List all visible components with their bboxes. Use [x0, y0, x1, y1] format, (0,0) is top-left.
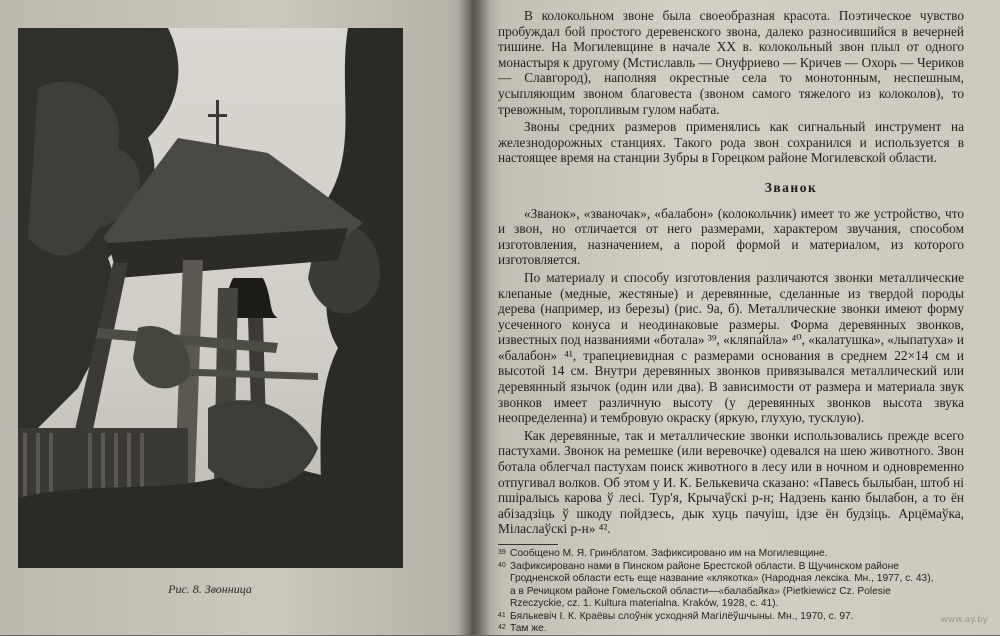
- figure-caption: Рис. 8. Звонница: [168, 582, 252, 596]
- belfry-photograph: [18, 28, 403, 568]
- belfry-image: [18, 28, 403, 568]
- footnote-text: Зафиксировано нами в Пинском районе Брестской области. В Щучинском районе Гродненской области есть еще название «клякотка» (Народная лексіка. Мн., 1977, с. 43), а в Речицком районе Гомельской области—«балабайка» (Pietkiewicz Cz. Polesie Rzeczyckie, cz. 1. Kultura materialna. Kraków, 1928, с. 41).: [510, 560, 934, 609]
- left-page: [0, 0, 490, 635]
- book-gutter: [458, 0, 490, 635]
- footnotes: [498, 548, 938, 636]
- paragraph: «Званок», «званочак», «балабон» (колокольчик) имеет то же устройство, что и звон, но отличается от него размерами, характером звучания, способом изготовления, назначением, а порой формой и материалом, из которого изготовляется.: [498, 205, 964, 268]
- footnote-number: 41: [498, 611, 506, 619]
- footnote-divider: [498, 544, 558, 545]
- paragraph: В колокольном звоне была своеобразная красота. Поэтическое чувство пробуждал бой простого деревенского звона, далеко разносившийся в вечерней тишине. На Могилевщине в начале XX в. колокольный звон плыл от одного монастыря к другому (Мстиславль — Онуфриево — Кричев — Охорь — Чериков — Славгород), наполняя окрестные села то монотонным, неспешным, усыпляющим звоном благовеста (звоном самого тяжелого из колоколов), то тревожным, торопливым гулом набата.: [498, 8, 964, 117]
- footnote-text: Там же.: [510, 623, 547, 634]
- watermark: www.ay.by: [940, 615, 988, 625]
- footnote: [498, 561, 938, 611]
- footnote: [498, 611, 938, 624]
- footnote-number: 39: [498, 549, 506, 556]
- footnote: [498, 548, 938, 561]
- paragraph: Звоны средних размеров применялись как сигнальный инструмент на железнодорожных станциях. Такого рода звон сохранился и используется в настоящее время на станции Зубры в Горецком районе Могилевской области.: [498, 119, 964, 166]
- paragraph: Как деревянные, так и металлические звонки использовались прежде всего пастухами. Звонок на ремешке (или веревочке) одевался на шею животного. Звон ботала облегчал пастухам поиск животного в лесу или в ночном и одновременно отпугивал волков. Об этом у И. К. Белькевича сказано: «Павесь былыбан, штоб ні пшіралысь карова ў лесі. Тур'я, Крычаўскі р-н; Надзень каню былабон, а то ён абізадзіць ў шкоду пойдзесь, дык хуць пачуіш, ідзе ён будзіць. Арцёмаўка, Міласлаўскі р-н» ⁴².: [498, 427, 964, 537]
- footnote-text: Сообщено М. Я. Гринблатом. Зафиксировано им на Могилевщине.: [510, 548, 828, 559]
- section-heading: Званок: [764, 179, 818, 195]
- footnote: [498, 623, 938, 636]
- main-text: [498, 8, 964, 537]
- paragraph: По материалу и способу изготовления различаются звонки металлические клепаные (медные, жестяные) и деревянные, сделанные из твердой породы дерева (например, из березы) (рис. 9а, б). Металлические звонки имеют форму усеченного конуса и неодинаковые размеры. Форма деревянных звонков, известных под названиями «ботала» ³⁹, «кляпа́йла» ⁴⁰, «калатушка», «лыпатуха» и «балабон» ⁴¹, трапециевидная с размерами основания в среднем 22×14 см и высотой 14 см. Внутри деревянных звонков привязывался металлический или деревянный язычок (один или два). В зависимости от размера и материала звук звонков имеет различную высоту (у деревянных звонков высота звука неопределенна) и тембровую окраску (яркую, глухую, тусклую).: [498, 269, 965, 426]
- footnote-number: 42: [498, 624, 506, 631]
- footnote-text: Бялькевіч І. К. Краёвы слоўнік усходняй Магілёўшчыны. Мн., 1970, с. 97.: [510, 610, 854, 622]
- footnote-number: 40: [498, 561, 506, 569]
